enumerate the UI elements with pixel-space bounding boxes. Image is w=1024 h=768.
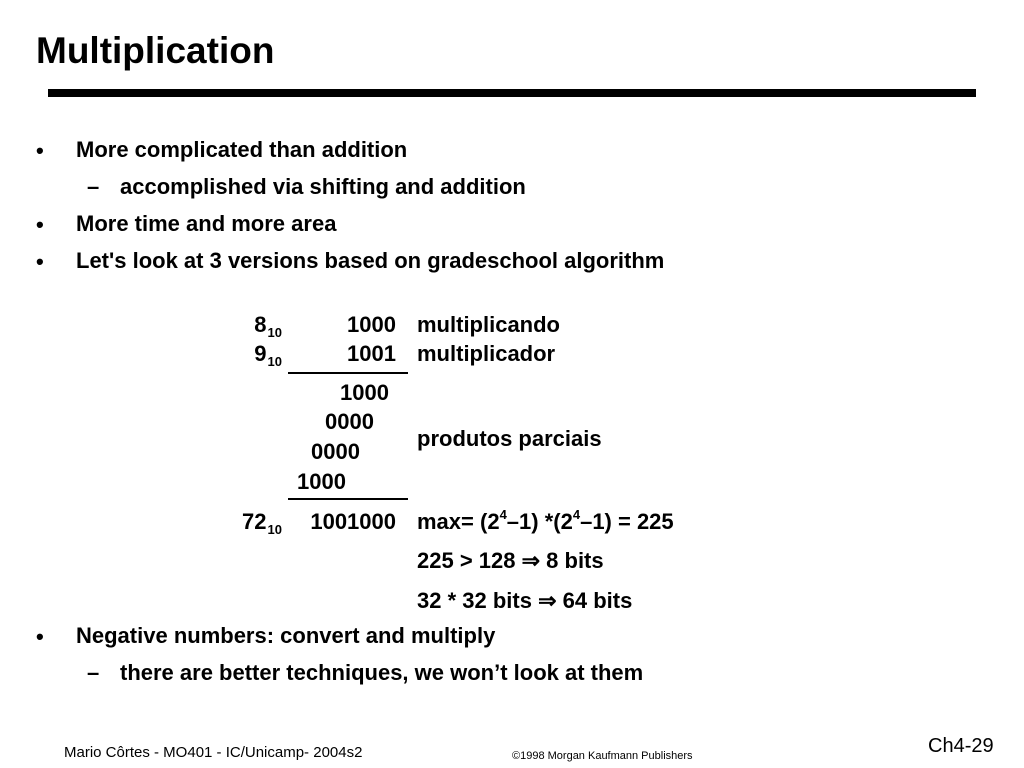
footer-copyright: ©1998 Morgan Kaufmann Publishers [512, 750, 693, 762]
partial-product: 1000 [297, 469, 346, 494]
multiplier-label: multiplicador [417, 341, 556, 366]
slide-title: Multiplication [36, 30, 275, 71]
sub-bullet-marker: – [87, 660, 100, 685]
comparison-line: 225 > 128 ⇒ 8 bits [417, 548, 604, 573]
bullet-text: More complicated than addition [76, 137, 408, 162]
partial-products-label: produtos parciais [417, 426, 602, 451]
partial-product: 0000 [311, 439, 360, 464]
sub-bullet-text: there are better techniques, we won’t look at them [120, 660, 644, 685]
bullet-marker: • [36, 624, 44, 649]
implies-icon: ⇒ [521, 548, 541, 573]
title-rule [48, 89, 976, 97]
page-number: Ch4-29 [928, 735, 994, 757]
bullet-marker: • [36, 249, 44, 274]
binary-product: 1001000 [310, 509, 396, 534]
bits-line: 32 * 32 bits ⇒ 64 bits [417, 588, 633, 613]
binary-multiplier: 1001 [347, 341, 396, 366]
sub-bullet-marker: – [87, 174, 100, 199]
sum-line [288, 372, 408, 374]
footer-author: Mario Côrtes - MO401 - IC/Unicamp- 2004s2 [64, 744, 363, 761]
sub-bullet-text: accomplished via shifting and addition [120, 174, 526, 199]
multiplicand-label: multiplicando [417, 312, 560, 337]
partial-product: 0000 [325, 409, 374, 434]
partial-product: 1000 [340, 380, 389, 405]
bullet-marker: • [36, 212, 44, 237]
max-formula: $\max= (2^4-1) *(2^4-1) = 225$ [417, 507, 674, 534]
decimal-8: $8_{10}$ [254, 312, 282, 340]
result-line [288, 498, 408, 500]
implies-icon: ⇒ [538, 588, 557, 613]
bullet-text: Let's look at 3 versions based on gradeschool algorithm [76, 248, 665, 273]
decimal-9: $9_{10}$ [254, 341, 282, 369]
bullet-text: Negative numbers: convert and multiply [76, 623, 496, 648]
bullet-text: More time and more area [76, 211, 337, 236]
bullet-marker: • [36, 138, 44, 163]
binary-multiplicand: 1000 [347, 312, 396, 337]
decimal-72: $72_{10}$ [242, 509, 282, 537]
